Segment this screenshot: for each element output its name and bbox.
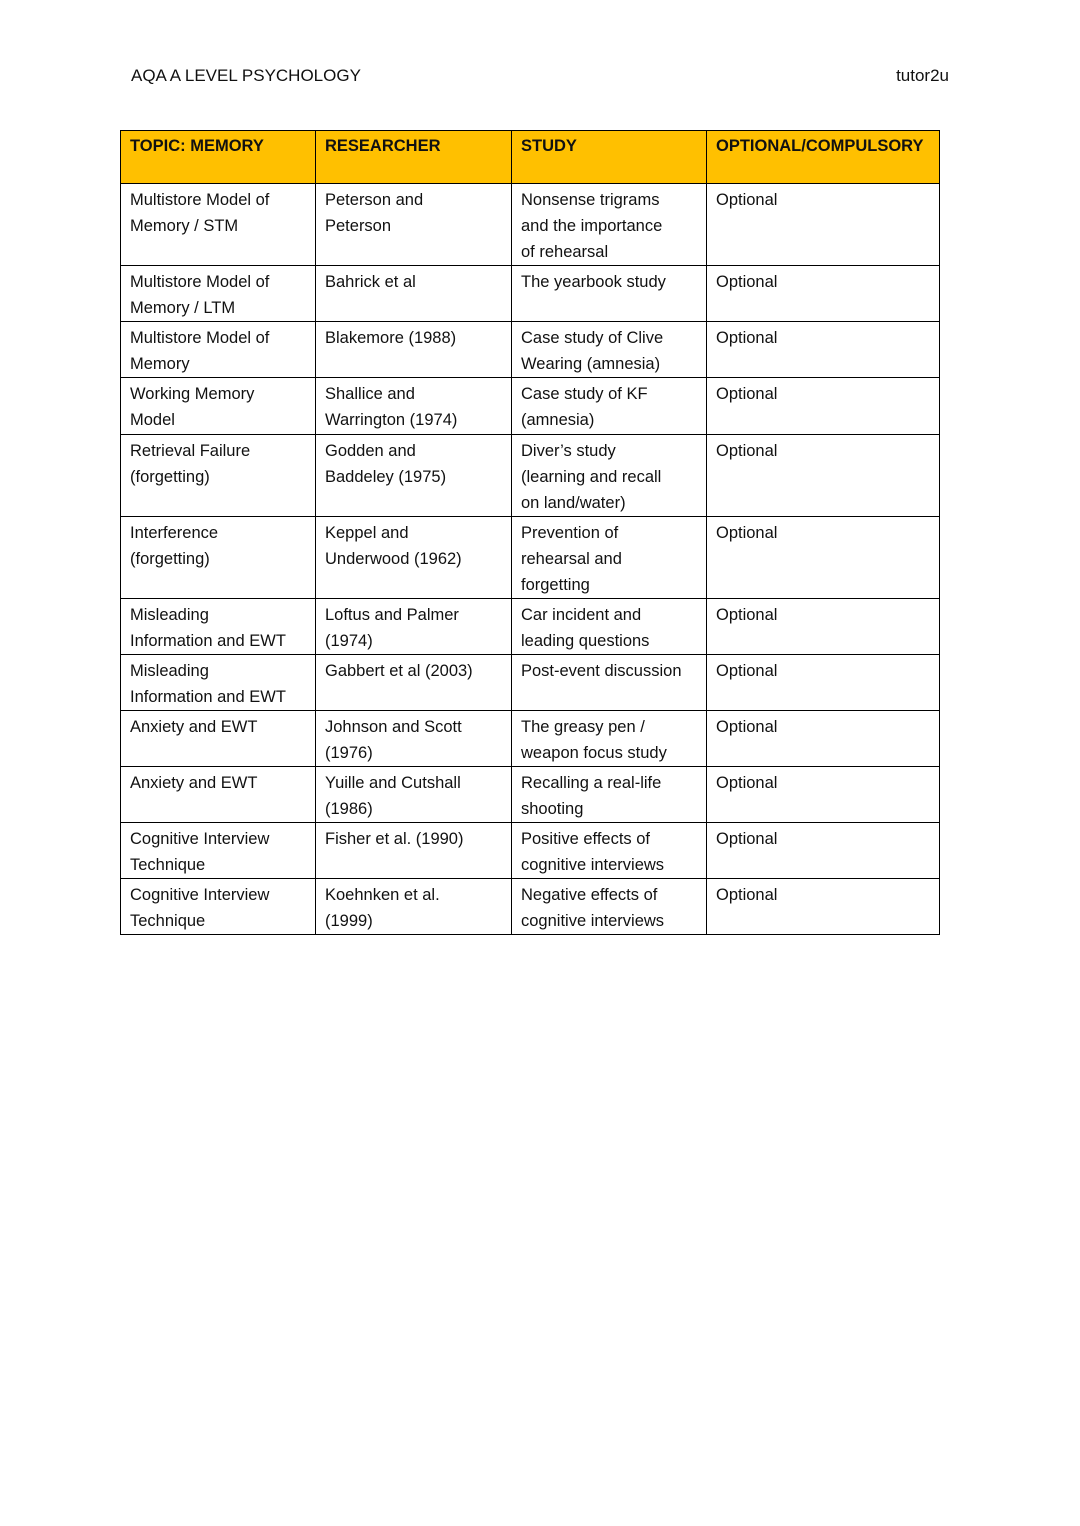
status-cell: Optional	[707, 655, 940, 711]
table-row	[121, 184, 940, 266]
column-header-study: STUDY	[512, 131, 707, 184]
status-cell: Optional	[707, 599, 940, 655]
researcher-cell: Bahrick et al	[316, 266, 512, 322]
topic-cell: Interference (forgetting)	[121, 517, 316, 599]
table-row	[121, 767, 940, 823]
topic-cell: Anxiety and EWT	[121, 711, 316, 767]
status-cell: Optional	[707, 266, 940, 322]
researcher-cell: Johnson and Scott (1976)	[316, 711, 512, 767]
researcher-cell: Keppel and Underwood (1962)	[316, 517, 512, 599]
study-cell: Recalling a real-life shooting	[512, 767, 707, 823]
topic-cell: Retrieval Failure (forgetting)	[121, 435, 316, 517]
status-cell: Optional	[707, 879, 940, 935]
status-cell: Optional	[707, 711, 940, 767]
researcher-cell: Fisher et al. (1990)	[316, 823, 512, 879]
study-cell: Case study of Clive Wearing (amnesia)	[512, 322, 707, 378]
column-header-researcher: RESEARCHER	[316, 131, 512, 184]
researcher-cell: Yuille and Cutshall (1986)	[316, 767, 512, 823]
study-cell: Post-event discussion	[512, 655, 707, 711]
table-row	[121, 378, 940, 435]
researcher-cell: Loftus and Palmer (1974)	[316, 599, 512, 655]
researcher-cell: Godden and Baddeley (1975)	[316, 435, 512, 517]
status-cell: Optional	[707, 517, 940, 599]
researcher-cell: Koehnken et al. (1999)	[316, 879, 512, 935]
table-row	[121, 266, 940, 322]
table-row	[121, 435, 940, 517]
column-header-topic: TOPIC: MEMORY	[121, 131, 316, 184]
status-cell: Optional	[707, 378, 940, 435]
document-header-brand: tutor2u	[896, 66, 949, 85]
study-cell: Case study of KF (amnesia)	[512, 378, 707, 435]
topic-cell: Cognitive Interview Technique	[121, 879, 316, 935]
topic-cell: Anxiety and EWT	[121, 767, 316, 823]
study-cell: Positive effects of cognitive interviews	[512, 823, 707, 879]
table-header-row	[121, 131, 940, 184]
topic-cell: Multistore Model of Memory / STM	[121, 184, 316, 266]
column-header-optional-compulsory: OPTIONAL/COMPULSORY	[707, 131, 940, 184]
document-header-title: AQA A LEVEL PSYCHOLOGY	[131, 66, 361, 85]
table-row	[121, 655, 940, 711]
table-row	[121, 823, 940, 879]
topic-cell: Multistore Model of Memory	[121, 322, 316, 378]
status-cell: Optional	[707, 823, 940, 879]
table-row	[121, 711, 940, 767]
researcher-cell: Gabbert et al (2003)	[316, 655, 512, 711]
topic-cell: Misleading Information and EWT	[121, 655, 316, 711]
table-row	[121, 517, 940, 599]
study-cell: Nonsense trigrams and the importance of rehearsal	[512, 184, 707, 266]
table-row	[121, 879, 940, 935]
topic-cell: Working Memory Model	[121, 378, 316, 435]
study-cell: The greasy pen / weapon focus study	[512, 711, 707, 767]
status-cell: Optional	[707, 435, 940, 517]
topic-cell: Cognitive Interview Technique	[121, 823, 316, 879]
topic-cell: Multistore Model of Memory / LTM	[121, 266, 316, 322]
table-row	[121, 322, 940, 378]
study-cell: The yearbook study	[512, 266, 707, 322]
status-cell: Optional	[707, 184, 940, 266]
researcher-cell: Peterson and Peterson	[316, 184, 512, 266]
study-cell: Negative effects of cognitive interviews	[512, 879, 707, 935]
study-cell: Prevention of rehearsal and forgetting	[512, 517, 707, 599]
study-cell: Car incident and leading questions	[512, 599, 707, 655]
memory-studies-table	[120, 130, 940, 935]
status-cell: Optional	[707, 322, 940, 378]
researcher-cell: Blakemore (1988)	[316, 322, 512, 378]
status-cell: Optional	[707, 767, 940, 823]
table-row	[121, 599, 940, 655]
study-cell: Diver’s study (learning and recall on land/water)	[512, 435, 707, 517]
topic-cell: Misleading Information and EWT	[121, 599, 316, 655]
researcher-cell: Shallice and Warrington (1974)	[316, 378, 512, 435]
